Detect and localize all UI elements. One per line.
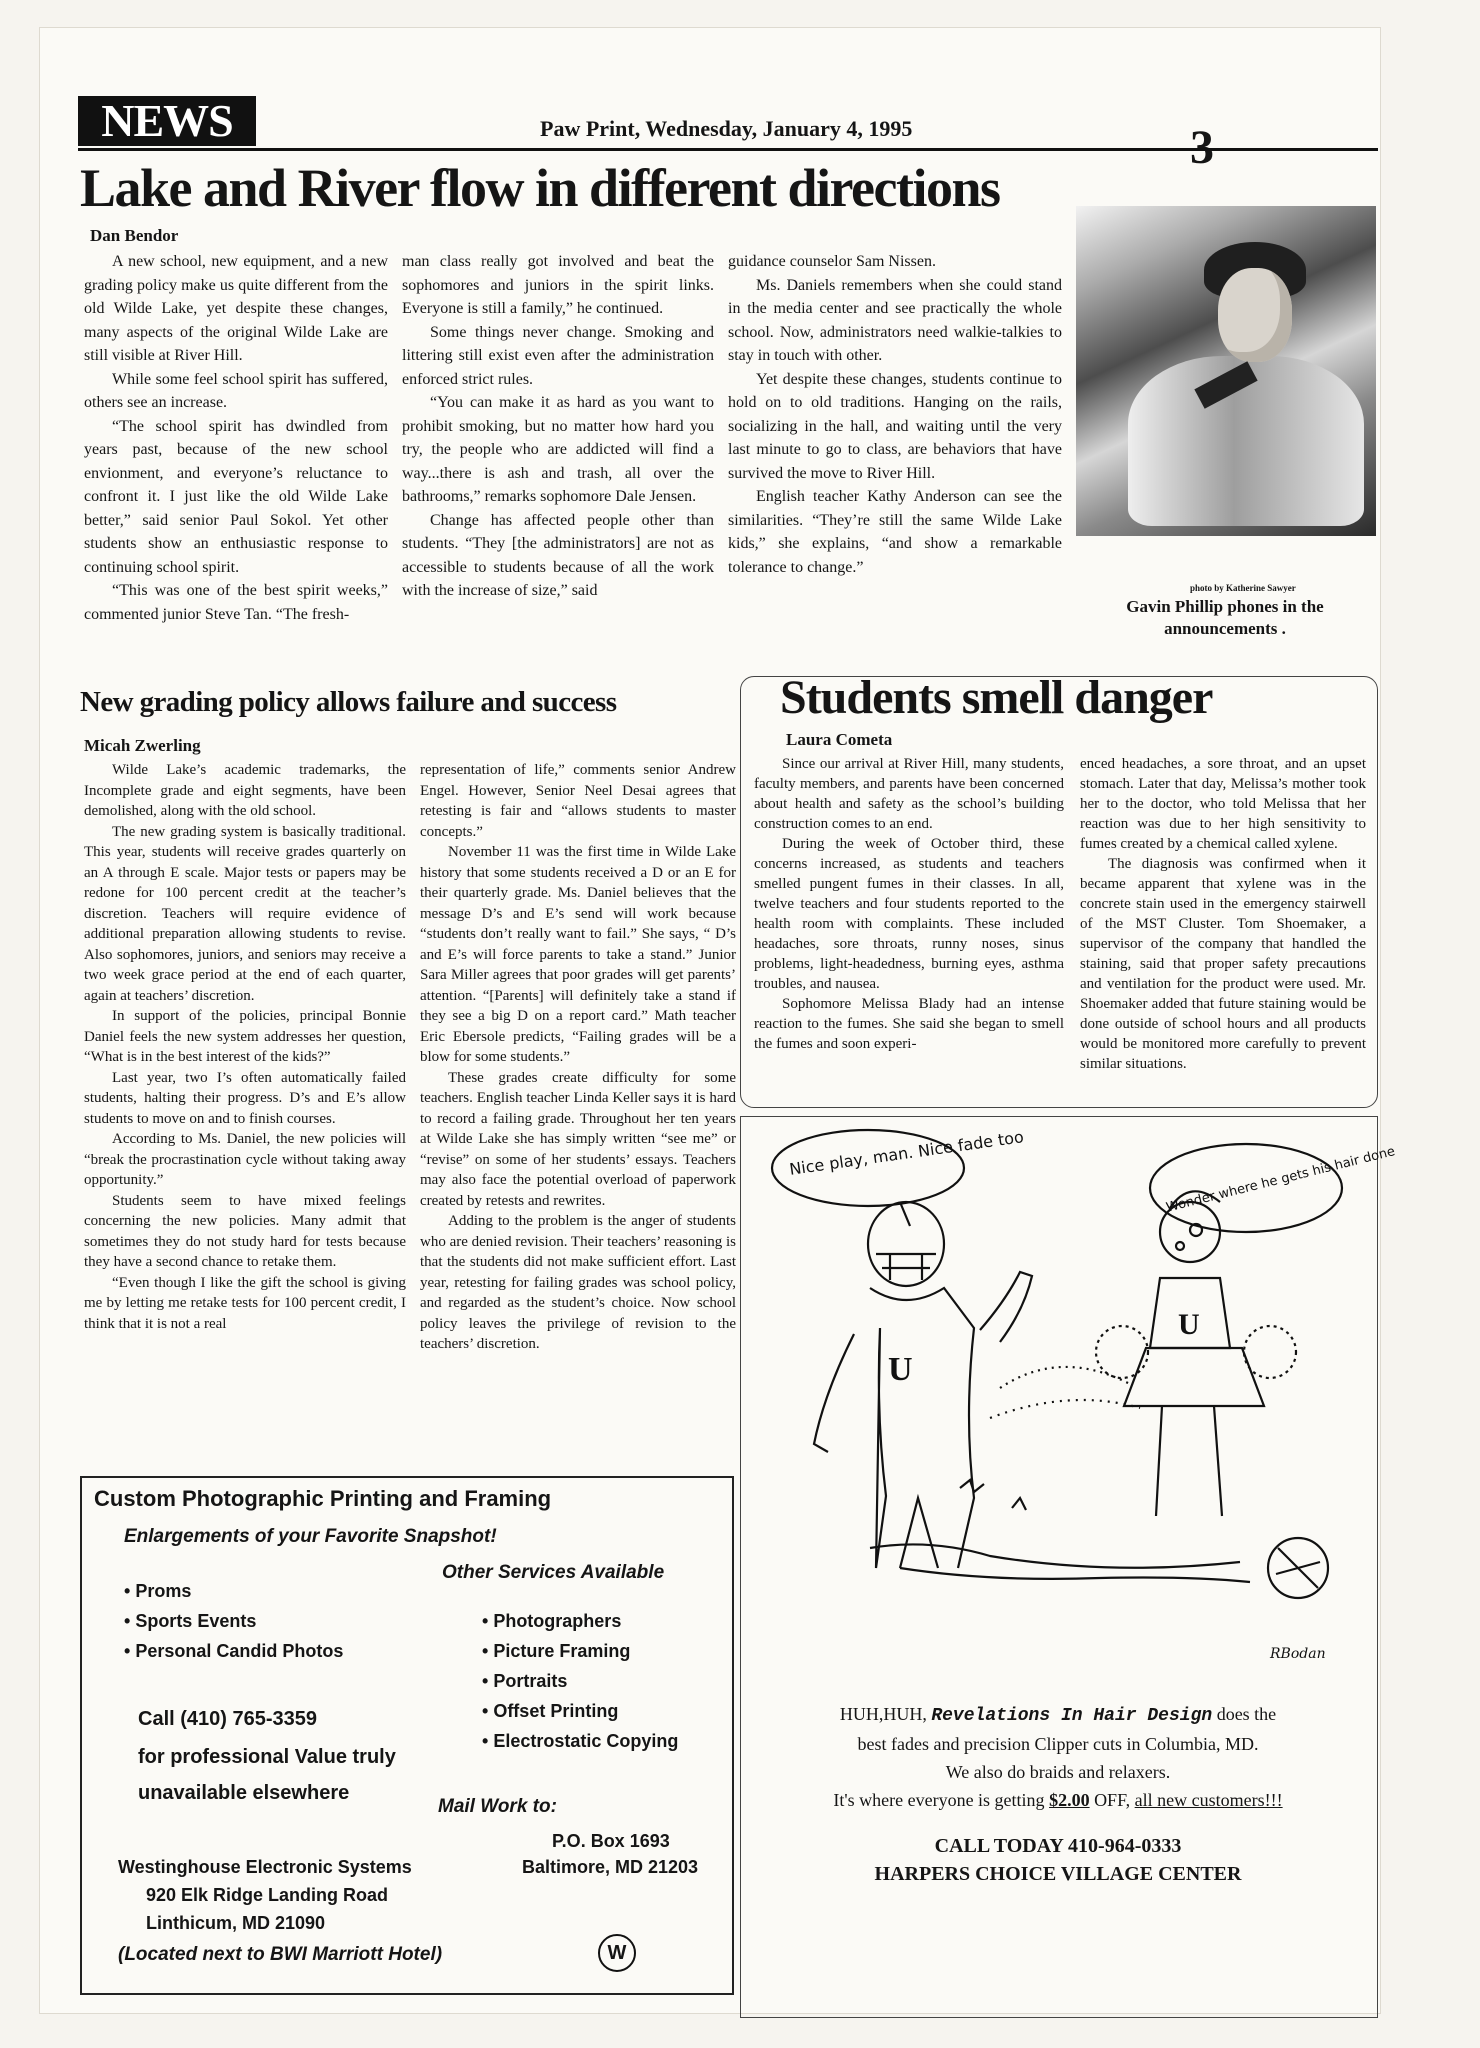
football-cartoon [750, 1127, 1397, 1688]
story2-headline: New grading policy allows failure and success [80, 686, 617, 718]
hair-ad-offer-pre: It's where everyone is getting [833, 1790, 1045, 1810]
photo-caption: Gavin Phillip phones in the announcements . [1126, 597, 1324, 638]
paragraph: representation of life,” comments senior Andrew Engel. However, Senior Neel Desai agrees that retesting is fair and “allows students to master concepts.” [420, 762, 736, 840]
ad-title: Custom Photographic Printing and Framing [94, 1486, 552, 1511]
hair-ad-offer-mid: OFF, [1094, 1790, 1131, 1810]
ad-tagline-1: for professional Value truly [138, 1746, 396, 1768]
story1-column-3 [728, 250, 1062, 579]
hair-ad-line-3: We also do braids and relaxers. [945, 1762, 1171, 1782]
paragraph: Students seem to have mixed feelings concerning the new policies. Many admit that sometimes they do not study hard for tests because they have a second chance to retake them. [84, 1192, 406, 1270]
ad-list-left [124, 1576, 343, 1666]
westinghouse-logo-icon: W [598, 1934, 636, 1972]
paragraph: While some feel school spirit has suffered, others see an increase. [84, 370, 388, 411]
ad-tagline-2: unavailable elsewhere [138, 1782, 350, 1804]
hair-ad-offer-tail: all new customers!!! [1134, 1790, 1283, 1810]
newspaper-page [40, 28, 1397, 2013]
list-item: • Personal Candid Photos [124, 1641, 344, 1661]
paragraph: Ms. Daniels remembers when she could stand in the media center and see practically the whole school. Now, administrators need walkie-talkies to stay in touch with other. [728, 276, 1062, 364]
bubble-left-text: Nice play, man. Nice fade too [788, 1127, 1025, 1179]
paragraph: English teacher Kathy Anderson can see the similarities. “They’re still the same Wilde Lake kids,” she explains, “and show a remarkable tolerance to change.” [728, 488, 1062, 576]
story2-column-1 [84, 760, 406, 1334]
student-phone-photo [1076, 206, 1376, 536]
paragraph: A new school, new equipment, and a new grading policy make us quite different from the old Wilde Lake, yet despite these changes, many aspects of the original Wilde Lake are still visible at River Hill. [84, 253, 388, 364]
paragraph: “You can make it as hard as you want to prohibit smoking, but no matter how hard you try, the people who are addicted will find a way...there is ash and trash, all over the bathrooms,” remarks sophomore Dale Jensen. [402, 394, 714, 505]
story3-headline: Students smell danger [780, 671, 1213, 724]
ad-list-right [482, 1606, 678, 1756]
paragraph: Change has affected people other than students. “They [the administrators] are not as accessible to students because of all the work with the increase of size,” said [402, 511, 714, 599]
paragraph: “The school spirit has dwindled from years past, because of the new school envionment, and everyone’s reluctance to confront it. I just like the old Wilde Lake better,” said senior Paul Sokol. Yet other students show an enthusiastic response to continuing school spirit. [84, 417, 388, 576]
paragraph: Since our arrival at River Hill, many students, faculty members, and parents have been concerned about health and safety as the school’s building construction comes to an end. [754, 756, 1064, 832]
ad-address-2: Linthicum, MD 21090 [146, 1913, 326, 1933]
list-item: • Portraits [482, 1671, 568, 1691]
svg-text:U: U [888, 1351, 913, 1388]
paragraph: Yet despite these changes, students continue to hold on to old traditions. Hanging on the rails, socializing in the hall, and waiting until the very last minute to go to class, are behaviors that have survived the move to River Hill. [728, 370, 1062, 482]
paragraph: These grades create difficulty for some teachers. English teacher Linda Keller says it is hard to record a failing grade. Throughout her ten years at Wilde Lake she has simply written “see me” or “revise” on some of her students’ essays. Teachers may also face the potential overload of paperwork created by retests and rewrites. [420, 1069, 736, 1209]
list-item: • Sports Events [124, 1611, 257, 1631]
photo-printing-ad [80, 1476, 734, 1995]
paragraph: Adding to the problem is the anger of students who are denied revision. Their teachers’ reasoning is that the students did not make sufficient effort. Last year, retesting for failing grades was school policy, and regarded as the student’s choice. Now school policy leaves the privilege of revision to the teachers’ discretion. [420, 1213, 736, 1352]
list-item: • Proms [124, 1581, 192, 1601]
svg-text:Wonder where he gets his hair [1165, 1144, 1397, 1215]
hair-ad-intro-tail: does the [1216, 1704, 1277, 1724]
ad-phone: Call (410) 765-3359 [138, 1708, 318, 1730]
paragraph: “This was one of the best spirit weeks,” commented junior Steve Tan. “The fresh- [84, 582, 388, 623]
ad-subtitle: Enlargements of your Favorite Snapshot! [124, 1526, 497, 1547]
story3-column-1 [754, 754, 1064, 1054]
list-item: • Picture Framing [482, 1641, 631, 1661]
cartoon-signature: RBodan [1270, 1646, 1326, 1662]
story3-byline: Laura Cometa [786, 730, 893, 749]
paragraph: During the week of October third, these concerns increased, as students and teachers smelled pungent fumes in their classes. In all, twelve teachers and four students reported to the health room with complaints. These included headaches, sore throats, runny noses, sinus problems, light-headedness, burning eyes, asthma troubles, and nausea. [754, 836, 1064, 992]
ad-company: Westinghouse Electronic Systems [118, 1857, 412, 1877]
paragraph: “Even though I like the gift the school is giving me by letting me retake tests for 100 percent credit, I think that it is not a real [84, 1274, 406, 1332]
paragraph: enced headaches, a sore throat, and an upset stomach. Later that day, Melissa’s mother took her to the doctor, who told Melissa that her reaction was due to her high sensitivity to fumes created by a chemical called xylene. [1080, 756, 1366, 852]
ad-mail-title: Mail Work to: [438, 1796, 557, 1817]
hair-ad-line-2: best fades and precision Clipper cuts in Columbia, MD. [857, 1734, 1259, 1754]
paragraph: guidance counselor Sam Nissen. [728, 253, 936, 270]
paragraph: Last year, two I’s often automatically failed students, halting their progress. D’s and E’s allow students to move on and to finish courses. [84, 1069, 406, 1127]
story2-byline: Micah Zwerling [84, 736, 201, 755]
paragraph: Sophomore Melissa Blady had an intense reaction to the fumes. She said she began to smell the fumes and soon experi- [754, 996, 1064, 1052]
hair-ad-offer-amount: $2.00 [1049, 1790, 1090, 1810]
story1-headline: Lake and River flow in different directions [80, 158, 1000, 218]
masthead-rule [78, 148, 1378, 151]
story2-column-2 [420, 760, 736, 1355]
ad-other-title: Other Services Available [442, 1562, 665, 1583]
hair-ad-location: HARPERS CHOICE VILLAGE CENTER [874, 1863, 1242, 1885]
story1-byline: Dan Bendor [90, 226, 179, 245]
paragraph: According to Ms. Daniel, the new policies will “break the procrastination cycle without taking away opportunity.” [84, 1131, 406, 1188]
story1-column-1 [84, 250, 388, 626]
paragraph: man class really got involved and beat the sophomores and juniors in the spirit links. Everyone is still a family,” he continued. [402, 253, 714, 317]
hair-ad-call: CALL TODAY 410-964-0333 [934, 1835, 1182, 1857]
ad-location-note: (Located next to BWI Marriott Hotel) [118, 1944, 443, 1965]
hair-ad-intro: HUH,HUH, [839, 1704, 927, 1724]
list-item: • Electrostatic Copying [482, 1731, 679, 1751]
paragraph: In support of the policies, principal Bonnie Daniel feels the new system addresses her question, “What is in the best interest of the kids?” [84, 1008, 406, 1065]
paragraph: Some things never change. Smoking and littering still exist even after the administration enforced strict rules. [402, 323, 714, 388]
ad-address-1: 920 Elk Ridge Landing Road [146, 1885, 389, 1905]
bubble-right-text: Wonder where he gets his hair done [1164, 1144, 1397, 1216]
story3-column-2 [1080, 754, 1366, 1074]
hair-ad-brand: Revelations In Hair Design [931, 1706, 1213, 1726]
paragraph: Wilde Lake’s academic trademarks, the Incomplete grade and eight segments, have been demolished, along with the old school. [84, 762, 406, 819]
svg-text:U: U [1178, 1308, 1200, 1341]
ad-mail-line-2: Baltimore, MD 21203 [522, 1857, 699, 1877]
paragraph: The diagnosis was confirmed when it became apparent that xylene was in the concrete stain used in the emergency stairwell of the MST Cluster. Tom Shoemaker, a supervisor of the company that handled the staining, said that proper safety precautions and ventilation for the product were used. Mr. Shoemaker added that future staining would be done outside of school hours and all products would be monitored more carefully to prevent similar situations. [1080, 856, 1366, 1072]
ad-mail-line-1: P.O. Box 1693 [552, 1831, 670, 1851]
paragraph: The new grading system is basically traditional. This year, students will receive grades quarterly on an A through E scale. Major tests or papers may be redone for 100 percent credit at the teacher’s discretion. Teachers will require evidence of additional preparation allowing students to revise. Also sophomores, juniors, and seniors may receive a two week grace period at the end of each quarter, again at teachers’ discretion. [84, 823, 406, 1004]
paper-dateline: Paw Print, Wednesday, January 4, 1995 [540, 116, 913, 141]
photo-credit: photo by Katherine Sawyer [1190, 583, 1296, 593]
list-item: • Photographers [482, 1611, 622, 1631]
paragraph: November 11 was the first time in Wilde Lake history that some students received a D or an E for their quarterly grade. Ms. Daniel believes that the message D’s and E’s send will work because “students don’t really want to fail.” She says, “ D’s and E’s will force parents to take a stand.” Junior Sara Miller agrees that poor grades will get parents’ attention. “[Parents] will definitely take a stand if they see a big D on a report card.” Math teacher Eric Ebersole predicts, “Failing grades will be a blow for some students.” [420, 844, 736, 1065]
section-label: NEWS [78, 96, 256, 146]
list-item: • Offset Printing [482, 1701, 619, 1721]
hair-ad [752, 1700, 1364, 1888]
story1-column-2 [402, 250, 714, 603]
